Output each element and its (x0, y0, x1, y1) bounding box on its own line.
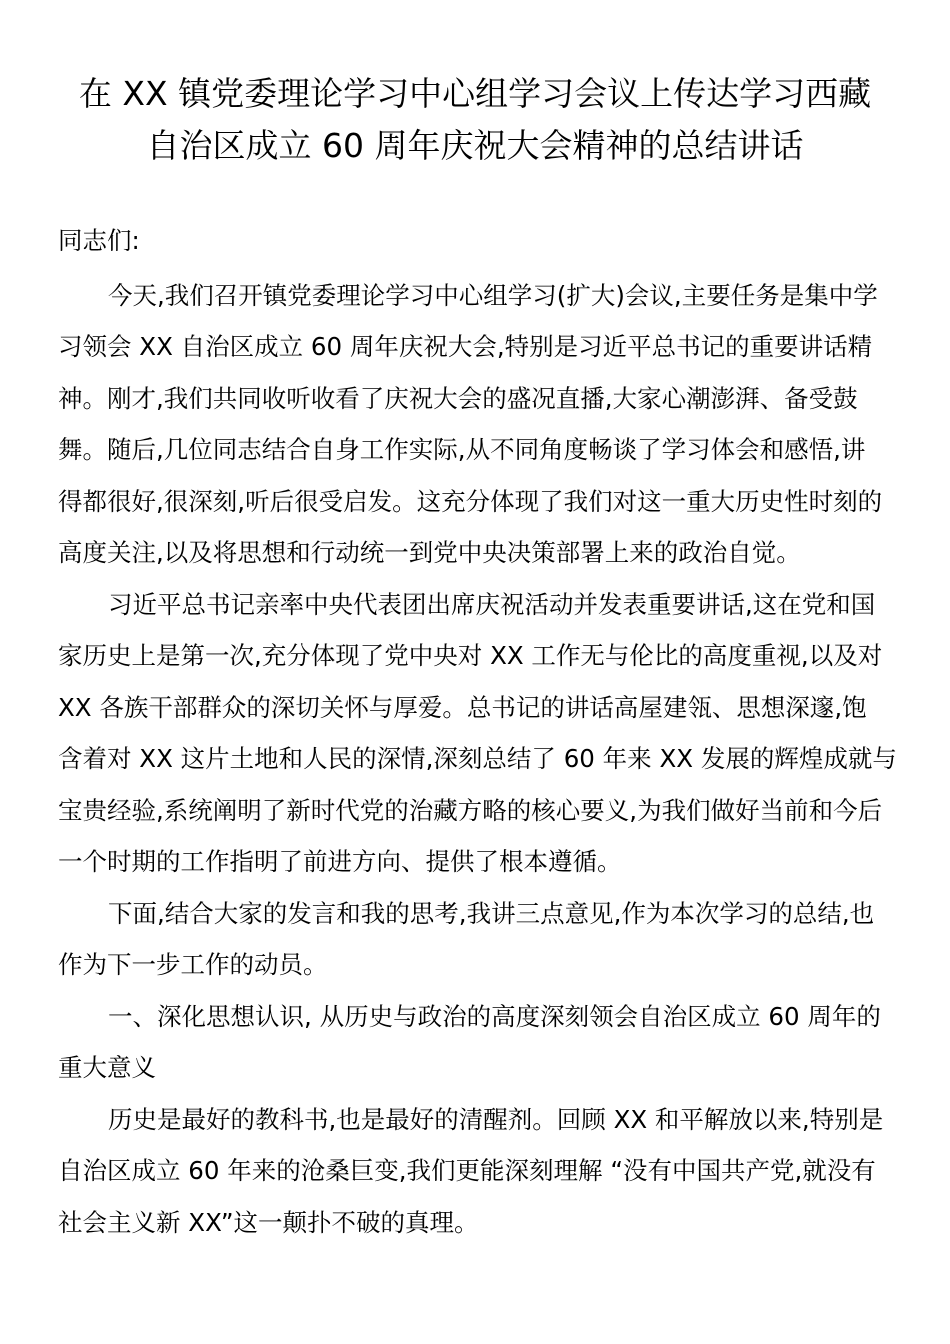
paragraph-line: 习领会 XX 自治区成立 60 周年庆祝大会,特别是习近平总书记的重要讲话精 (58, 332, 873, 361)
paragraph-line: 舞。随后,几位同志结合自身工作实际,从不同角度畅谈了学习体会和感悟,讲 (58, 435, 866, 464)
paragraph-1 (58, 270, 898, 579)
paragraph-line: 神。刚才,我们共同收听收看了庆祝大会的盛况直播,大家心潮澎湃、备受鼓 (58, 383, 858, 413)
paragraph-line: 今天,我们召开镇党委理论学习中心组学习(扩大)会议,主要任务是集中学 (108, 280, 878, 310)
section-heading-line: 一、深化思想认识, 从历史与政治的高度深刻领会自治区成立 60 周年的 (108, 1001, 881, 1031)
paragraph-line: 历史是最好的教科书,也是最好的清醒剂。回顾 XX 和平解放以来,特别是 (108, 1104, 884, 1134)
paragraph-line: 家历史上是第一次,充分体现了党中央对 XX 工作无与伦比的高度重视,以及对 (58, 641, 883, 670)
salutation: 同志们: (58, 226, 140, 255)
document-title (40, 68, 910, 172)
paragraph-2 (58, 579, 898, 888)
paragraph-line: 社会主义新 XX”这一颠扑不破的真理。 (58, 1207, 479, 1237)
paragraph-4 (58, 1094, 898, 1249)
paragraph-line: 高度关注,以及将思想和行动统一到党中央决策部署上来的政治自觉。 (58, 538, 801, 567)
paragraph-line: 宝贵经验,系统阐明了新时代党的治藏方略的核心要义,为我们做好当前和今后 (58, 795, 883, 825)
paragraph-line: XX 各族干部群众的深切关怀与厚爱。总书记的讲话高屋建瓴、思想深邃,饱 (58, 692, 867, 722)
title-line-2: 自治区成立 60 周年庆祝大会精神的总结讲话 (146, 126, 804, 165)
paragraph-line: 下面,结合大家的发言和我的思考,我讲三点意见,作为本次学习的总结,也 (108, 898, 875, 928)
paragraph-line: 一个时期的工作指明了前进方向、提供了根本遵循。 (58, 847, 622, 876)
paragraph-line: 含着对 XX 这片土地和人民的深情,深刻总结了 60 年来 XX 发展的辉煌成就与 (58, 744, 897, 773)
document-body (58, 215, 898, 1248)
title-line-1: 在 XX 镇党委理论学习中心组学习会议上传达学习西藏 (78, 74, 872, 113)
paragraph-3 (58, 888, 898, 991)
paragraph-line: 作为下一步工作的动员。 (58, 950, 328, 979)
section-heading-1 (58, 991, 898, 1094)
paragraph-line: 习近平总书记亲率中央代表团出席庆祝活动并发表重要讲话,这在党和国 (108, 589, 876, 619)
section-heading-line: 重大意义 (58, 1053, 156, 1082)
paragraph-line: 自治区成立 60 年来的沧桑巨变,我们更能深刻理解 “没有中国共产党,就没有 (58, 1156, 876, 1185)
paragraph-line: 得都很好,很深刻,听后很受启发。这充分体现了我们对这一重大历史性时刻的 (58, 486, 883, 516)
